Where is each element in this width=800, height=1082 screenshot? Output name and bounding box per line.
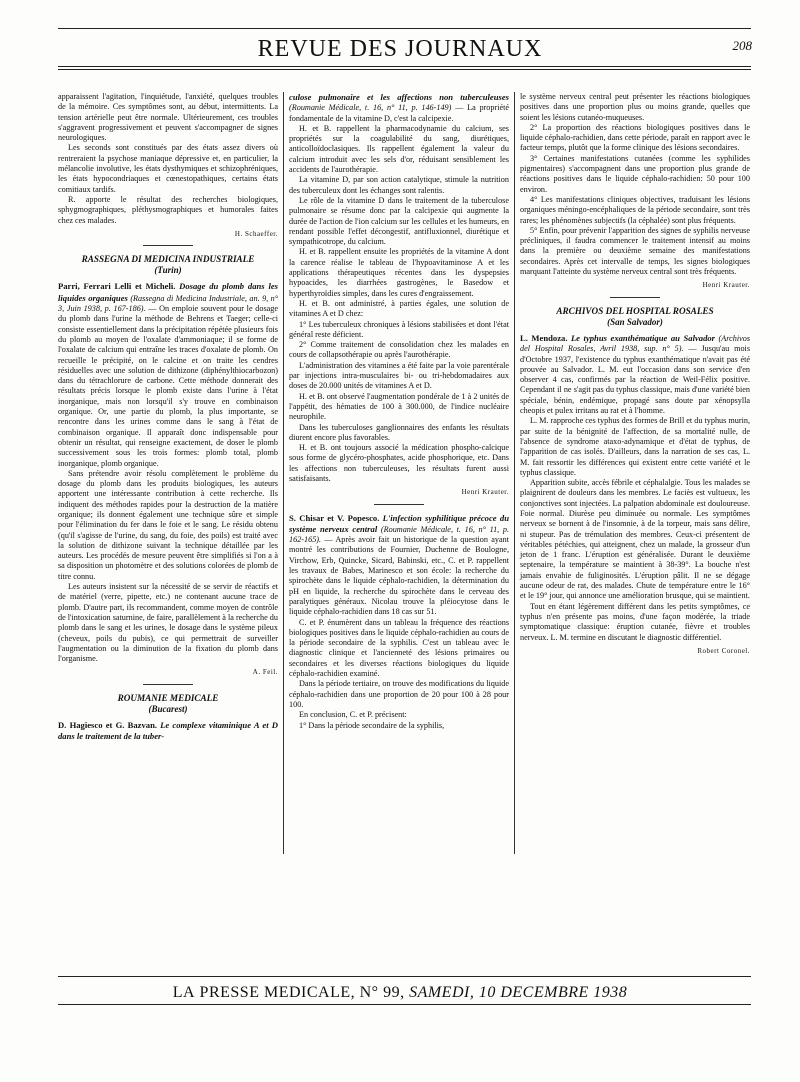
signature: A. Feil.	[252, 668, 278, 677]
paragraph: 4° Les manifestations cliniques objectives, traduisant les lésions organiques méningo-encéphaliques de la période secondaire, sont très rares; les phénomènes subjectifs (la céphalée) sont plus fréquents.	[520, 194, 750, 225]
paragraph: 3° Certaines manifestations cutanées (comme les syphilides pigmentaires) s'accompagnent dans une proportion plus grande de réactions positives dans le liquide céphalo-rachidien: 50 pour 100 environ.	[520, 153, 750, 194]
page-number: 208	[732, 38, 752, 53]
section-city: (Turin)	[154, 265, 182, 276]
paragraph: apparaissent l'agitation, l'inquiétude, l'anxiété, quelques troubles de la mémoire. Ces symptômes sont, au début, intermittents. La tension artérielle peut être normale. Ultérieurement, ces troubles s'aggravent progressivement et peuvent s'accompagner de signes neurologiques.	[58, 92, 278, 143]
article-citation: (Roumanie Médicale, t. 16, n° 11, p. 162-165).	[289, 524, 510, 545]
article-text: — La propriété fondamentale de la vitamine D, c'est la calcipexie.	[289, 103, 510, 123]
paragraph: H. et B. ont observé l'augmentation pondérale de 1 à 2 unités de l'appétit, des hématies de 100 à 300.000, de l'indice nucléaire neurophile.	[289, 391, 509, 422]
footer-rule-2	[58, 1004, 751, 1005]
paragraph: 5° Enfin, pour prévenir l'apparition des signes de syphilis nerveuse précliniques, il faudra commencer le traitement intensif au moins dans la première ou deuxième semaine des manifestations secondaires. Après cet intervalle de temps, les signes biologiques marquant l'atteinte du système nerveux central sont très fréquents.	[520, 225, 750, 277]
signature: Robert Coronel.	[697, 646, 750, 655]
paragraph: Tout en étant légèrement différent dans les petits symptômes, ce typhus n'en présente pas moins, d'une façon modérée, la triade symptomatique classique: éruption cutanée, fièvre et troubles nerveux. L. M. termine en discutant le diagnostic différentiel.	[520, 601, 750, 642]
article-title: Le complexe vitaminique A et D dans le traitement de la tuber-	[58, 720, 279, 742]
section-title: ROUMANIE MEDICALE	[117, 692, 219, 703]
footer-issue: N° 99,	[359, 984, 405, 1001]
paragraph: H. et B. rappellent la pharmacodynamie du calcium, ses propriétés sur la coagulabilité du sang, diurétiques, anticolloïdoclasiques. Ils rappellent également la valeur du calcium introduit avec les sels d'or, réduisant sensiblement les accidents de l'aurothérapie.	[289, 123, 509, 175]
article-title: Le typhus exanthématique au Salvador	[570, 332, 716, 343]
paragraph: L. M. rapproche ces typhus des formes de Brill et du typhus murin, par suite de la bénignité de l'affection, de sa mortalité nulle, de l'absence de syndrome ataxo-adynamique et d'état de typhus, de l'apparition de cas isolés. D'ailleurs, dans la narration de ses cas, L. M. fait ressortir les différences qui existent entre cette variété et le typhus classique.	[520, 416, 750, 477]
article-text: — Après avoir fait un historique de la question ayant montré les contributions de Fournier, Duchenne de Boulogne, Virchow, Erb, Quincke, Sicard, Babinski, etc., C. et P. rappellent les travaux de Babes, Marinesco et son école: la recherche du spirochète dans le liquide céphalo-rachidien, la détermination du pH en liquide, la recherche du spirochète dans le cerveau des paralytiques généraux. Nicolau trouve la pléiocytose dans le liquide céphalo-rachidien dans 18 cas sur 51.	[289, 535, 509, 617]
article-authors: S. Chisar et V. Popesco.	[289, 512, 380, 523]
column-divider	[514, 92, 515, 854]
paragraph: En conclusion, C. et P. précisent:	[299, 710, 407, 720]
signature: Henri Krauter.	[702, 281, 750, 290]
paragraph: H. et B. rappellent ensuite les propriétés de la vitamine A dont la carence réalise le tableau de l'hypoavitaminose A et les applications thérapeutiques récentes dans les dyspepsies hypoacides, les diarrhées gastrogènes, le Basedow et hyperthyroïdies simples, dans les cures d'engraissement.	[289, 247, 509, 298]
paragraph: Le rôle de la vitamine D dans le traitement de la tuberculose pulmonaire se résume donc par la calcipexie qui augmente la durée de l'action de l'ion calcium sur les cellules et les humeurs, en rendant possible l'effet décongestif, antifluxionnel, diurétique et sympathicotrope, du calcium.	[289, 195, 509, 247]
paragraph: Sans prétendre avoir résolu complètement le problème du dosage du plomb dans les produits biologiques, les auteurs apportent une intéressante contribution à cette recherche. Ils indiquent des méthodes rapides pour la destruction de la matière organique; ils donnent également une technique sûre et simple pour l'élimination du fer dans le foie et le sang. Le résidu obtenu (qu'il s'agisse de l'urine, du sang, du foie, des poils) est traité avec la solution de dithizone suivant la technique détaillée par les auteurs. Les procédés de mesure peuvent être simplifiés si l'on a à sa disposition un photomètre et des solutions colorées de plomb de titre connu.	[58, 468, 278, 581]
section-separator	[374, 504, 424, 505]
footer-journal: PRESSE MEDICALE,	[199, 984, 356, 1001]
paragraph: 1° Les tuberculeux chroniques à lésions stabilisées et dont l'état général reste déficient.	[289, 319, 509, 339]
article-paragraph	[289, 513, 509, 618]
paragraph: R. apporte le résultat des recherches biologiques, sphygmographiques, pléthysmographiques et humorales faites chez ces malades.	[58, 194, 278, 225]
section-title: ARCHIVOS DEL HOSPITAL ROSALES	[556, 305, 714, 316]
signature: Henri Krauter.	[461, 488, 509, 497]
article-citation: (Archivos del Hospital Rosales, Avril 1938, sup. n° 5).	[520, 333, 751, 354]
article-paragraph	[58, 720, 278, 743]
paragraph: C. et P. énumèrent dans un tableau la fréquence des réactions biologiques positives dans le liquide céphalo-rachidien au cours de la période secondaire de la syphilis. C'est un tableau avec le diagnostic clinique et l'ancienneté des lésions primaires ou secondaires et les diverses réactions biologiques du liquide céphalo-rachidien examiné.	[289, 617, 509, 679]
section-city: (Bucarest)	[148, 703, 188, 714]
article-citation: (Rassegna di Medicina Industriale, an. 9, n° 3, Juin 1938, p. 167-186).	[58, 293, 279, 314]
column-divider	[283, 92, 284, 854]
paragraph: 2° Comme traitement de consolidation chez les malades en cours de collapsothérapie ou après l'aurothérapie.	[289, 340, 509, 360]
column-3	[520, 92, 750, 662]
header-rule-2	[58, 69, 751, 70]
section-title: RASSEGNA DI MEDICINA INDUSTRIALE	[81, 254, 255, 265]
top-rule	[58, 28, 751, 29]
article-text: — Jusqu'au mois d'Octobre 1937, l'existence du typhus exanthématique n'avait pas été prouvée au Salvador. L. M. eut l'occasion dans son service d'en observer 4 cas, confirmés par la réaction de Weil-Félix positive. Cependant il ne s'agit pas du typhus classique, mais d'une variété bien spéciale, bénin, endémique, propagé sans doute par xénopsylla cheopis et pulex irritans au rat et à l'homme.	[520, 344, 751, 416]
paragraph: Les seconds sont constitués par des états assez divers où rentreraient la psychose maniaque dépressive et, en particulier, la mélancolie involutive, les états dysthymiques et schizophréniques, les états hypocondriaques et cœnestopathiques, certains états comitiaux tardifs.	[58, 143, 278, 194]
paragraph: Apparition subite, accès fébrile et céphalalgie. Tous les malades se plaignirent de douleurs dans les membres. Le faciès est vultueux, les conjonctives sont injectées. La palpation abdominale est douloureuse. Foie normal. Diurèse peu diminuée ou normale. Les symptômes nerveux se bornent à de l'insomnie, à de la torpeur, mais sans délire, ni stupeur. Pas de trémulation des membres. Ceux-ci présentent de véritables pétéchies, qui atteignent, chez un malade, la grosseur d'un jeton de 1 franc. L'éruption est généralisée. Durant le deuxième septenaire, la température se maintient à 38-39°. La bouche n'est jamais envahie de fuliginosités. L'éruption pâlit. Il ne se dégage aucune odeur de rat, des malades. Chute de température entre le 16° et le 19° jour, qui annonce une amélioration brusque, qui se maintient.	[520, 478, 750, 601]
article-paragraph	[289, 92, 509, 124]
article-text: — On emploie souvent pour le dosage du plomb dans l'urine la méthode de Behrens et Taeger; celle-ci consiste essentiellement dans la précipitation répétée plusieurs fois du plomb au moyen de l'oxalate d'ammoniaque; il se forme de l'oxalate de calcium qui entraîne les traces d'oxalate de plomb. On recueille le précipité, on le calcine et on traite les cendres résiduelles avec une solution de dithizone (diphénylthiocarbozon) dans du tétrachlorure de carbone. Cette méthode donnerait des résultats précis lorsque le plomb existe dans l'urine à l'état inorganique, mais non lorsqu'il s'y trouve en combinaison organique. Or, une partie du plomb, la plus importante, se rencontre dans les urines comme dans le sang à l'état de combinaison organique. Il apparaît donc indispensable pour obtenir un résultat, qui renseigne exactement, de doser le plomb successivement sous les trois formes: plomb total, plomb inorganique, plomb organique.	[58, 304, 278, 468]
page-title: REVUE DES JOURNAUX	[257, 36, 543, 62]
paragraph: La vitamine D, par son action catalytique, stimule la nutrition des tuberculeux dont les échanges sont ralentis.	[289, 175, 509, 195]
header-rule	[58, 66, 751, 67]
article-authors: L. Mendoza.	[520, 332, 568, 343]
footer-date: SAMEDI, 10 DECEMBRE 1938	[409, 984, 628, 1001]
section-separator	[143, 245, 193, 246]
signature: H. Schaeffer.	[234, 229, 278, 238]
article-title: Dosage du plomb dans les liquides organiques	[58, 281, 279, 303]
article-paragraph	[520, 333, 750, 416]
footer-rule	[58, 976, 751, 977]
section-city: (San Salvador)	[607, 316, 663, 327]
page-footer	[0, 984, 800, 1002]
paragraph: Dans les tuberculoses ganglionnaires des enfants les résultats diurent encore plus favorables.	[289, 422, 509, 442]
article-authors: D. Hagiesco et G. Bazvan.	[58, 720, 158, 731]
paragraph: L'administration des vitamines a été faite par la voie parentérale par injections intra-musculaires bi- ou tri-hebdomadaires aux doses de 20.000 unités de vitamines A et D.	[289, 360, 509, 391]
section-separator	[143, 684, 193, 685]
section-separator	[610, 297, 660, 298]
paragraph: 2° La proportion des réactions biologiques positives dans le liquide céphalo-rachidien, dans cette période, paraît en rapport avec le facteur temps, plutôt que la forme clinique des lésions secondaires.	[520, 122, 750, 153]
article-authors: Parri, Ferrari Lelli et Micheli.	[58, 281, 176, 292]
paragraph: 1° Dans la période secondaire de la syphilis,	[299, 720, 445, 730]
paragraph: H. et B. ont toujours associé la médication phospho-calcique sous forme de glycéro-phosphates, acide phosphorique, etc. Dans les affections non tuberculeuses, les résultats furent aussi satisfaisants.	[289, 443, 509, 483]
article-title: L'infection syphilitique précoce du système nerveux central	[289, 512, 509, 534]
paragraph: Les auteurs insistent sur la nécessité de se servir de réactifs et de matériel (verre, pipette, etc.) ne contenant aucune trace de plomb. D'autre part, ils recommandent, comme moyen de contrôle de l'intoxication saturnine, de faire, parallèlement à la recherche du plomb dans le sang et les urines, le dosage dans le système pileux (cheveux, poils du pubis), ce qui permettrait de surveiller l'augmentation ou la diminution de la fixation du plomb dans l'organisme.	[58, 582, 278, 664]
article-title: culose pulmonaire et les affections non tuberculeuses	[289, 92, 509, 102]
column-2	[289, 92, 509, 731]
column-1	[58, 92, 278, 743]
paragraph: H. et B. ont administré, à parties égales, une solution de vitamines A et D chez:	[289, 298, 509, 319]
article-paragraph	[58, 281, 278, 468]
footer-pre: LA	[172, 984, 196, 1001]
paragraph: Dans la période tertiaire, on trouve des modifications du liquide céphalo-rachidien dans une proportion de 20 pour 100 à 28 pour 100.	[289, 679, 509, 709]
paragraph: le système nerveux central peut présenter les réactions biologiques positives dans une proportion plus ou moins grande, quelles que soient les lésions cutanéo-muqueuses.	[520, 92, 750, 122]
article-citation: (Roumanie Médicale, t. 16, n° 11, p. 146-149)	[289, 103, 452, 113]
